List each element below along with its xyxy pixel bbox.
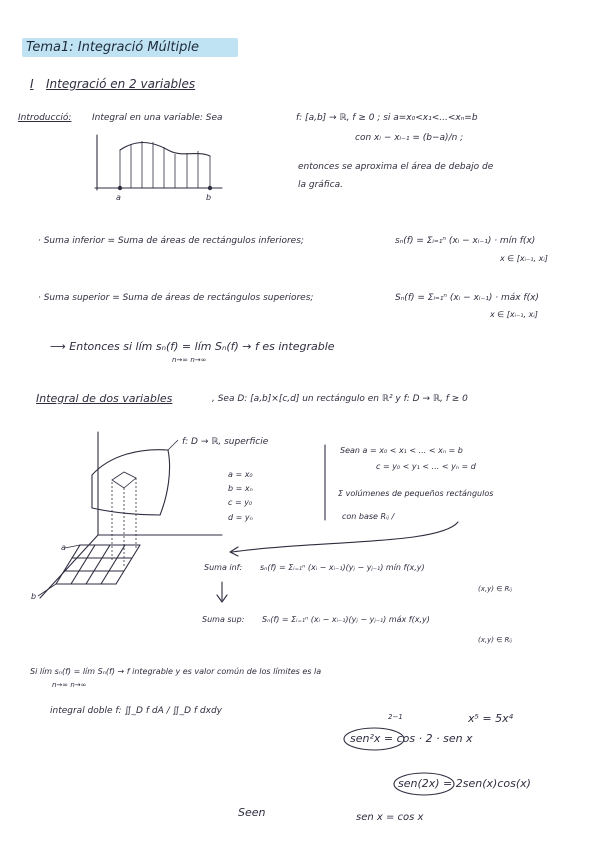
inferior-sub: x ∈ [xᵢ₋₁, xᵢ] — [500, 254, 548, 263]
graph-label-b: b — [206, 193, 212, 202]
sigma-line-1: Σ volúmenes de pequeños rectángulos — [338, 489, 494, 498]
suma-inf-label: Suma inf: — [204, 563, 243, 572]
intro-step: con xᵢ − xᵢ₋₁ = (b−a)/n ; — [355, 133, 464, 143]
inferior-formula: sₙ(f) = Σᵢ₌₁ⁿ (xᵢ − xᵢ₋₁) · mín f(x) — [395, 236, 536, 246]
scribble-2: x⁵ = 5x⁴ — [468, 712, 514, 725]
sea-line-1: Sean a = x₀ < x₁ < ... < xₙ = b — [340, 446, 463, 455]
approx-line-2: la gráfica. — [298, 180, 343, 190]
suma-inf-sub: (x,y) ∈ Rᵢⱼ — [478, 585, 512, 593]
inferior-text: · Suma inferior = Suma de áreas de rectángulos inferiores; — [38, 236, 304, 246]
scribble-superscript: 2−1 — [388, 713, 403, 721]
si-sub: n→∞ n→∞ — [52, 681, 87, 689]
sea-line-2: c = y₀ < y₁ < ... < yₙ = d — [376, 462, 476, 471]
suma-sup-label: Suma sup: — [202, 615, 245, 624]
var-a: a = x₀ — [228, 470, 253, 479]
scribble-1: sen²x = cos · 2 · sen x — [350, 732, 473, 745]
superior-sub: x ∈ [xᵢ₋₁, xᵢ] — [490, 310, 538, 319]
superior-text: · Suma superior = Suma de áreas de rectángulos superiores; — [38, 293, 314, 303]
then-line: ⟶ Entonces si lím sₙ(f) = lím Sₙ(f) → f es integrable — [50, 340, 335, 353]
axis-label-a: a — [61, 543, 66, 552]
section-numeral: I — [30, 77, 34, 91]
scribble-5: sen x = cos x — [356, 812, 424, 823]
si-line: Si lím sₙ(f) = lím Sₙ(f) → f integrable y es valor común de los límites es la — [30, 667, 322, 676]
then-sub: n→∞ n→∞ — [172, 356, 207, 364]
var-b: b = xₙ — [228, 484, 253, 493]
suma-sup-formula: Sₙ(f) = Σᵢ₌₁ⁿ (xᵢ − xᵢ₋₁)(yⱼ − yⱼ₋₁) máx f(x,y) — [262, 615, 430, 624]
section2-heading-rest: , Sea D: [a,b]×[c,d] un rectángulo en ℝ² y f: D → ℝ, f ≥ 0 — [212, 394, 468, 404]
sigma-line-2: con base Rᵢⱼ / — [342, 512, 395, 521]
approx-line-1: entonces se aproxima el área de debajo de — [298, 162, 494, 172]
page-title: Tema1: Integració Múltiple — [26, 40, 199, 55]
superior-formula: Sₙ(f) = Σᵢ₌₁ⁿ (xᵢ − xᵢ₋₁) · máx f(x) — [395, 293, 539, 303]
suma-sup-sub: (x,y) ∈ Rᵢⱼ — [478, 636, 512, 644]
intro-label: Introducció: — [18, 113, 72, 123]
surface-label: f: D → ℝ, superficie — [182, 437, 269, 447]
intro-text: Integral en una variable: Sea — [92, 113, 223, 123]
scribble-4: Seen — [238, 806, 266, 819]
suma-inf-formula: sₙ(f) = Σᵢ₌₁ⁿ (xᵢ − xᵢ₋₁)(yⱼ − yⱼ₋₁) mín f(x,y) — [260, 563, 425, 572]
section-heading: Integració en 2 variables — [46, 77, 196, 91]
axis-label-b: b — [31, 592, 37, 601]
graph-label-a: a — [116, 193, 121, 202]
var-d: d = yₙ — [228, 513, 253, 522]
scribble-3: sen(2x) = 2sen(x)cos(x) — [398, 777, 531, 790]
intro-definition: f: [a,b] → ℝ, f ≥ 0 ; si a=x₀<x₁<...<xₙ=b — [296, 113, 478, 123]
section2-heading: Integral de dos variables — [36, 392, 173, 405]
var-c: c = y₀ — [228, 498, 253, 507]
integral-line: integral doble f: ∬_D f dA / ∬_D f dxdy — [50, 706, 222, 716]
